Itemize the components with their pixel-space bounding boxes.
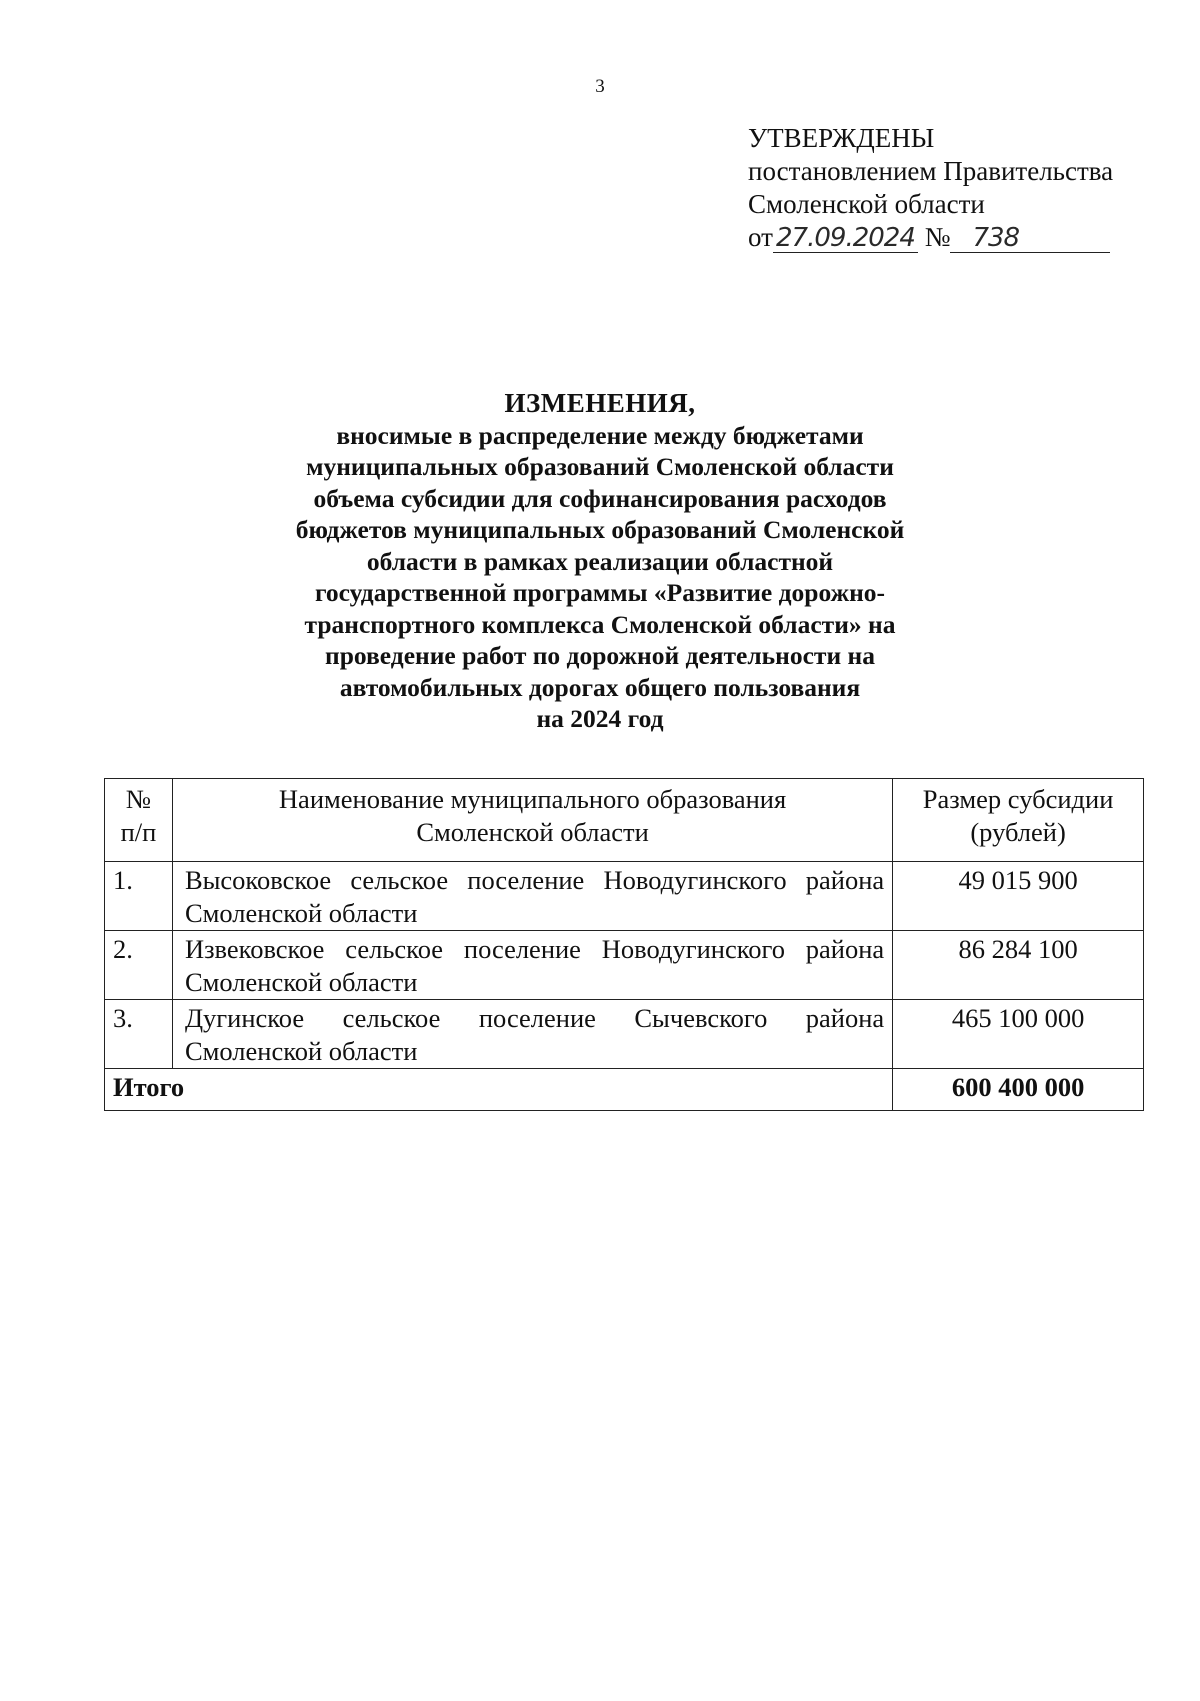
row-amount: 86 284 100 xyxy=(893,931,1144,1000)
row-num: 2. xyxy=(105,931,173,1000)
row-amount: 465 100 000 xyxy=(893,1000,1144,1069)
heading-line: государственной программы «Развитие дорожно- xyxy=(314,578,885,607)
approval-line-resolution: постановлением Правительства xyxy=(748,156,1114,186)
number-prefix: № xyxy=(924,222,951,252)
date-field xyxy=(773,223,918,253)
table-total-row xyxy=(105,1069,1144,1111)
handwritten-date: 27.09.2024 xyxy=(776,223,915,253)
total-amount: 600 400 000 xyxy=(893,1069,1144,1111)
heading-line: области в рамках реализации областной xyxy=(366,546,834,576)
heading-line: объема субсидии для софинансирования расходов xyxy=(313,483,887,513)
number-field xyxy=(950,223,1110,253)
table-row xyxy=(105,931,1144,1000)
header-num-line1: № xyxy=(125,784,152,814)
row-num: 1. xyxy=(105,862,173,931)
heading-line: автомобильных дорогах общего пользования xyxy=(339,672,861,702)
handwritten-number: 738 xyxy=(972,223,1020,253)
approval-stamp-block xyxy=(748,122,1113,254)
header-name-line2: Смоленской области xyxy=(416,817,649,847)
header-amount-line2: (рублей) xyxy=(970,817,1066,847)
header-amount-line1: Размер субсидии xyxy=(922,784,1114,814)
table-row xyxy=(105,1000,1144,1069)
row-name: Извековское сельское поселение Новодугинского района Смоленской области xyxy=(172,931,892,1000)
header-name-line1: Наименование муниципального образования xyxy=(278,784,787,814)
row-amount: 49 015 900 xyxy=(893,862,1144,931)
heading-line: проведение работ по дорожной деятельности на xyxy=(325,641,875,670)
heading-line: транспортного комплекса Смоленской области» на xyxy=(304,609,896,639)
subsidy-table xyxy=(104,778,1144,1111)
header-num xyxy=(105,779,173,862)
heading-title: ИЗМЕНЕНИЯ, xyxy=(504,388,696,418)
heading-line: бюджетов муниципальных образований Смоленской xyxy=(295,515,905,544)
page-number: 3 xyxy=(595,76,605,97)
header-num-line2: п/п xyxy=(120,817,157,847)
row-name: Дугинское сельское поселение Сычевского района Смоленской области xyxy=(172,1000,892,1069)
approval-title: УТВЕРЖДЕНЫ xyxy=(748,123,935,153)
heading-line: на 2024 год xyxy=(536,704,664,733)
table-header-row xyxy=(105,779,1144,862)
date-prefix: от xyxy=(748,222,773,252)
heading-line: вносимые в распределение между бюджетами xyxy=(336,420,864,450)
total-label: Итого xyxy=(105,1069,893,1111)
heading-line: муниципальных образований Смоленской области xyxy=(306,452,894,481)
table-row xyxy=(105,862,1144,931)
header-amount xyxy=(893,779,1144,862)
row-num: 3. xyxy=(105,1000,173,1069)
row-name: Высоковское сельское поселение Новодугинского района Смоленской области xyxy=(172,862,892,931)
header-name xyxy=(172,779,892,862)
approval-line-region: Смоленской области xyxy=(748,189,985,219)
approval-date-number-line xyxy=(748,221,1113,254)
document-heading xyxy=(0,388,1200,735)
